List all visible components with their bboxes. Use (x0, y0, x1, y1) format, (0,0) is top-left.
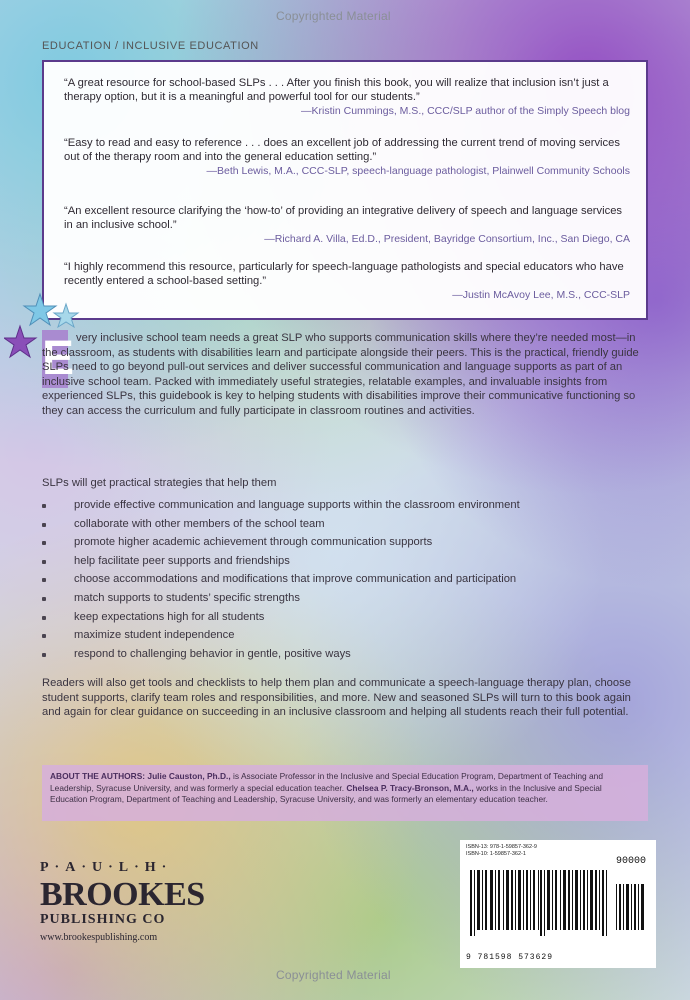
drop-cap: E (42, 330, 68, 388)
author-name: Chelsea P. Tracy-Bronson, M.A., (346, 782, 474, 793)
isbn-13: ISBN-13: 978-1-59857-362-9 (466, 844, 537, 850)
watermark-bottom: Copyrighted Material (276, 968, 391, 982)
intro-paragraph: very inclusive school team needs a great SLP who supports communication skills where they’re needed most—in the classroom, as students with disabilities learn and participate alongside their peers. This is the practical, friendly guide SLPs need to go beyond pull-out services and deliver successful communication and language supports as part of an inclusive school team. Packed with immediately useful strategies, relatable examples, and invaluable insights from experienced SLPs, this guidebook is key to helping students with disabilities improve their communicative functioning so they can access the curriculum and fully participate in classroom routines and activities. (42, 332, 639, 417)
list-item: maximize student independence (42, 626, 662, 645)
publisher-top: P·A·U·L·H· (40, 860, 173, 875)
authors-heading: ABOUT THE AUTHORS: (50, 771, 146, 781)
list-item: promote higher academic achievement through communication supports (42, 533, 662, 552)
review-attribution: —Justin McAvoy Lee, M.S., CCC-SLP (452, 289, 630, 301)
list-item: choose accommodations and modifications that improve communication and participation (42, 570, 662, 589)
publisher-sub: PUBLISHING CO (40, 912, 166, 927)
publisher-url: www.brookespublishing.com (40, 932, 158, 943)
author-name: Julie Causton, Ph.D., (147, 771, 231, 781)
review-quote: “A great resource for school-based SLPs . . . After you finish this book, you will realize that inclusion isn’t just a therapy option, but it is a meaningful and powerful tool for our students.” (64, 77, 609, 103)
price-code: 90000 (615, 856, 646, 867)
review-3 (64, 204, 630, 246)
list-item: respond to challenging behavior in gentle, positive ways (42, 645, 662, 664)
reviews-box (42, 60, 648, 320)
list-item: collaborate with other members of the school team (42, 515, 662, 534)
list-item: match supports to students’ specific strengths (42, 589, 662, 608)
list-item: keep expectations high for all students (42, 608, 662, 627)
list-item: provide effective communication and language supports within the classroom environment (42, 496, 662, 515)
review-attribution: —Beth Lewis, M.A., CCC-SLP, speech-language pathologist, Plainwell Community Schools (206, 165, 630, 177)
isbn-10: ISBN-10: 1-59857-362-1 (466, 851, 526, 857)
author-bio: is Associate Professor in the Inclusive and Special Education Program, Department of Teaching and Leadership, Syracuse University, and was formerly a special education teacher. (50, 771, 603, 793)
review-4 (64, 260, 630, 302)
author-bio: works in the Inclusive and Special Education Program, Department of Teaching and Leadership, Syracuse University, and was formerly an elementary education teacher. (50, 782, 602, 804)
review-attribution: —Kristin Cummings, M.S., CCC/SLP author of the Simply Speech blog (301, 105, 630, 117)
review-quote: “An excellent resource clarifying the ‘how-to’ of providing an integrative delivery of speech and language services in an inclusive school.” (64, 205, 623, 231)
barcode-icon (466, 866, 650, 946)
about-authors-box (42, 765, 648, 821)
publisher-logo (40, 860, 210, 960)
review-attribution: —Richard A. Villa, Ed.D., President, Bayridge Consortium, Inc., San Diego, CA (264, 233, 630, 245)
review-quote: “Easy to read and easy to reference . . . does an excellent job of addressing the current trend of moving services out of the therapy room and into the general education setting.” (64, 137, 620, 163)
barcode-number: 9 781598 573629 (466, 953, 554, 962)
barcode-box (460, 840, 656, 968)
strategies-lead: SLPs will get practical strategies that help them (42, 477, 277, 489)
publisher-name: BROOKES (40, 876, 205, 913)
strategies-list (42, 496, 662, 663)
category-label: EDUCATION / INCLUSIVE EDUCATION (42, 40, 259, 52)
review-quote: “I highly recommend this resource, particularly for speech-language pathologists and special educators who have recently entered a school-based setting.” (64, 261, 624, 287)
watermark-top: Copyrighted Material (276, 9, 391, 23)
review-2 (64, 136, 630, 178)
review-1 (64, 76, 630, 118)
closing-paragraph: Readers will also get tools and checklists to help them plan and communicate a speech-language therapy plan, choose student supports, clarify team roles and responsibilities, and more. New and seasoned SLPs will turn to this book again and again for clear guidance on succeeding in an inclusive classroom and helping all students reach their full potential. (42, 677, 631, 718)
list-item: help facilitate peer supports and friendships (42, 552, 662, 571)
